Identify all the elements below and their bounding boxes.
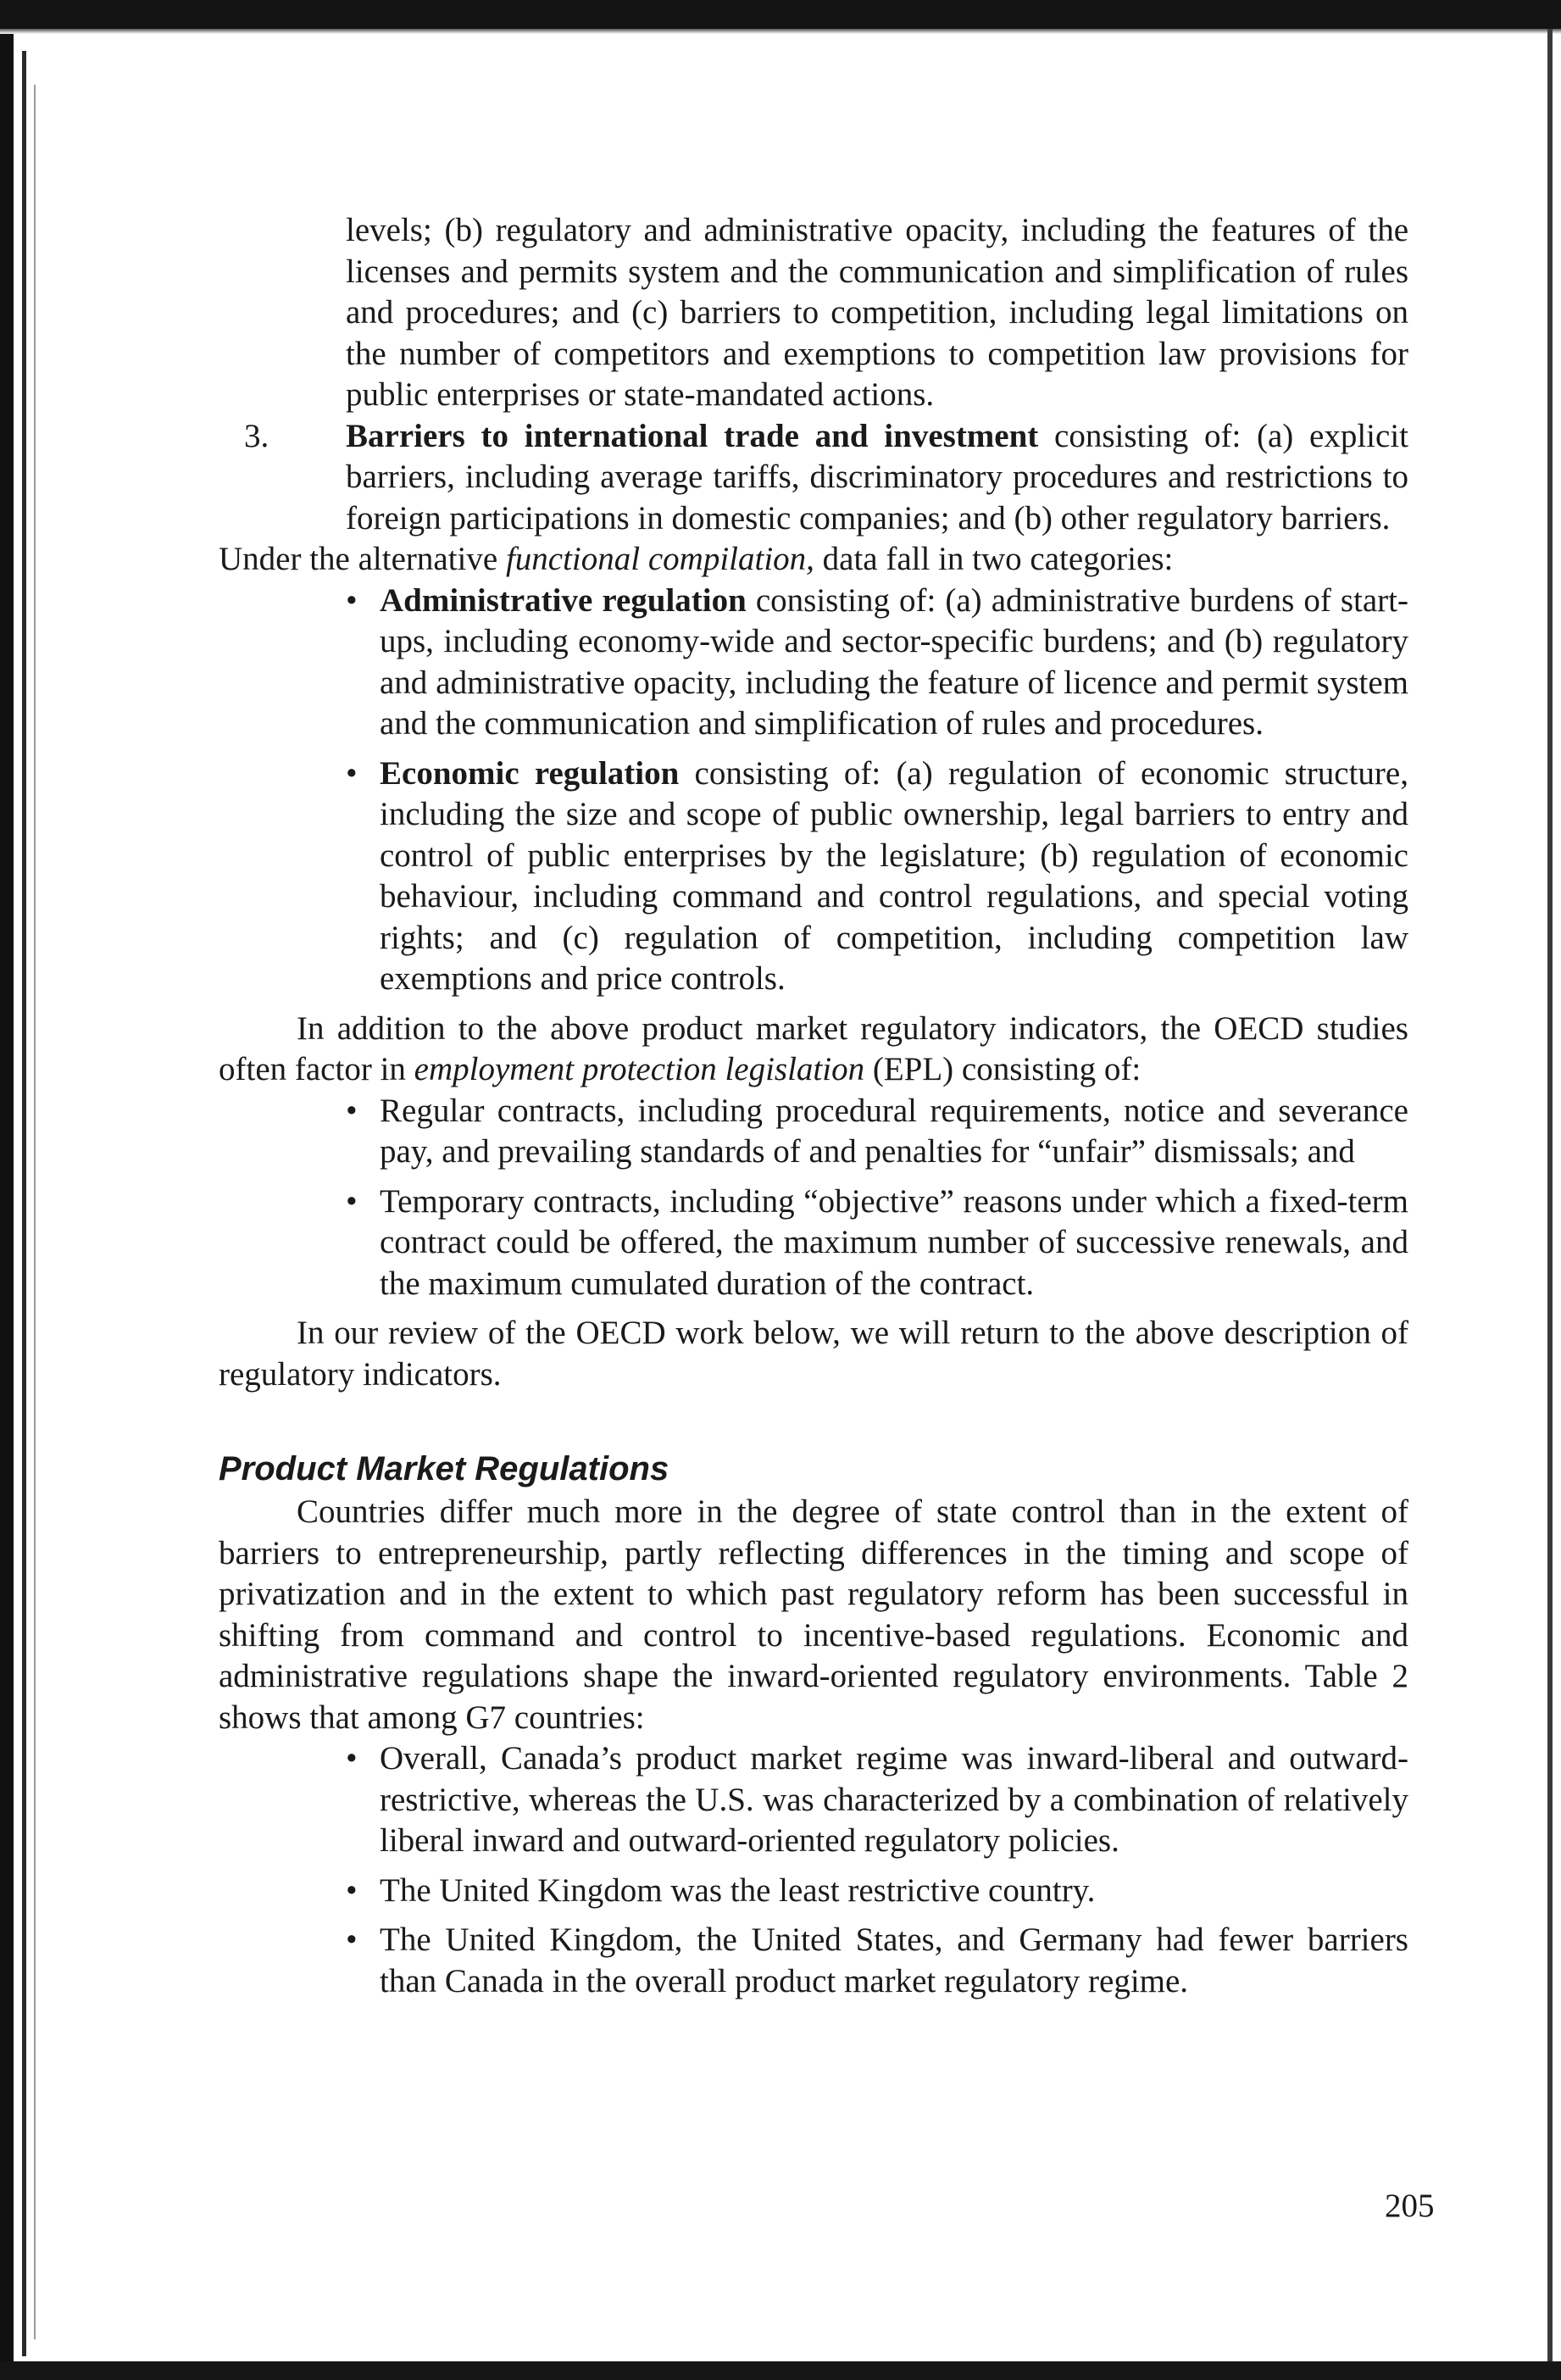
- epl-intro-post: (EPL) consisting of:: [864, 1051, 1142, 1087]
- list-item: [219, 753, 1408, 1000]
- functional-intro-post: data fall in two categories:: [814, 541, 1174, 577]
- functional-intro-pre: Under the alternative: [219, 541, 506, 577]
- bullet-marker: •: [346, 1740, 358, 1777]
- bullet-marker: •: [346, 754, 358, 792]
- bullet-marker: •: [346, 1182, 358, 1220]
- functional-intro: [219, 539, 1408, 581]
- bullet-heading: Economic regulation: [380, 754, 680, 792]
- scan-border-top-edge: [0, 29, 1561, 34]
- bullet-text: The United Kingdom was the least restrictive country.: [380, 1871, 1096, 1909]
- item-text: consisting of: (a) explicit barriers, including average tariffs, discriminatory procedures and restrictions to foreign participations in domestic companies; and (b) other regulatory barriers.: [346, 417, 1409, 537]
- bullet-text: consisting of: (a) regulation of economic structure, including the size and scope of public ownership, legal barriers to entry and control of public enterprises by the legislature; (b) regulation of economic behaviour, including command and control regulations, and special voting rights; and (c) regulation of competition, including competition law exemptions and price controls.: [380, 754, 1408, 997]
- list-item: [219, 1091, 1408, 1173]
- scan-border-left: [0, 34, 14, 2380]
- bullet-text: Temporary contracts, including “objective” reasons under which a fixed-term contract could be offered, the maximum number of successive renewals, and the maximum cumulated duration of the contract.: [380, 1182, 1408, 1302]
- bullet-text: The United Kingdom, the United States, and Germany had fewer barriers than Canada in the overall product market regulatory regime.: [380, 1921, 1408, 1999]
- bullet-text: consisting of: (a) administrative burdens of start-ups, including economy-wide and sector-specific burdens; and (b) regulatory and administrative opacity, including the feature of licence and permit system and the communication and simplification of rules and procedures.: [380, 581, 1408, 742]
- page-number: 205: [1385, 2188, 1435, 2224]
- scan-border-right: [1547, 29, 1553, 2368]
- review-paragraph: In our review of the OECD work below, we will return to the above description of regulatory indicators.: [219, 1315, 1408, 1393]
- page-body: [219, 210, 1408, 2010]
- epl-intro: [219, 1009, 1408, 1091]
- list-item: [219, 1182, 1408, 1305]
- bullet-heading: Administrative regulation: [380, 581, 747, 619]
- list-item: [219, 1871, 1408, 1912]
- item-heading: Barriers to international trade and investment: [346, 417, 1039, 454]
- list-item: [219, 1738, 1408, 1862]
- section-heading: Product Market Regulations: [219, 1450, 669, 1488]
- bullet-marker: •: [346, 1921, 358, 1958]
- g7-bullet-list: [219, 1738, 1408, 2002]
- epl-bullet-list: [219, 1091, 1408, 1305]
- list-item: [219, 1920, 1408, 2002]
- scan-binding-shadow: [34, 85, 36, 2339]
- continued-item-text: levels; (b) regulatory and administrative opacity, including the features of the licenses and permits system and the communication and simplification of rules and procedures; and (c) barriers to competition, including legal limitations on the number of competitors and exemptions to competition law provisions for public enterprises or state-mandated actions.: [346, 212, 1408, 413]
- bullet-text: Overall, Canada’s product market regime was inward-liberal and outward-restrictive, whereas the U.S. was characterized by a combination of relatively liberal inward and outward-oriented regulatory policies.: [380, 1740, 1408, 1859]
- scan-border-top: [0, 0, 1561, 29]
- section-paragraph: Countries differ much more in the degree of state control than in the extent of barriers to entrepreneurship, partly reflecting differences in the timing and scope of privatization and in the extent to which past regulatory reform has been successful in shifting from command and control to incentive-based regulations. Economic and administrative regulations shape the inward-oriented regulatory environments. Table 2 shows that among G7 countries:: [219, 1493, 1408, 1736]
- functional-term: functional compilation,: [505, 541, 814, 577]
- item-number: 3.: [244, 417, 269, 454]
- bullet-text: Regular contracts, including procedural requirements, notice and severance pay, and prevailing standards of and penalties for “unfair” dismissals; and: [380, 1092, 1408, 1170]
- bullet-marker: •: [346, 1871, 358, 1909]
- epl-intro-pre: In addition to the above product market regulatory indicators, the OECD studies often factor in: [219, 1009, 1408, 1087]
- scan-border-bottom: [0, 2361, 1561, 2380]
- bullet-marker: •: [346, 581, 358, 619]
- numbered-item-3: [219, 416, 1408, 540]
- functional-bullet-list: [219, 581, 1408, 1000]
- scan-binding-line: [22, 51, 26, 2356]
- epl-term: employment protection legislation: [414, 1051, 865, 1087]
- bullet-marker: •: [346, 1092, 358, 1129]
- list-item: [219, 581, 1408, 745]
